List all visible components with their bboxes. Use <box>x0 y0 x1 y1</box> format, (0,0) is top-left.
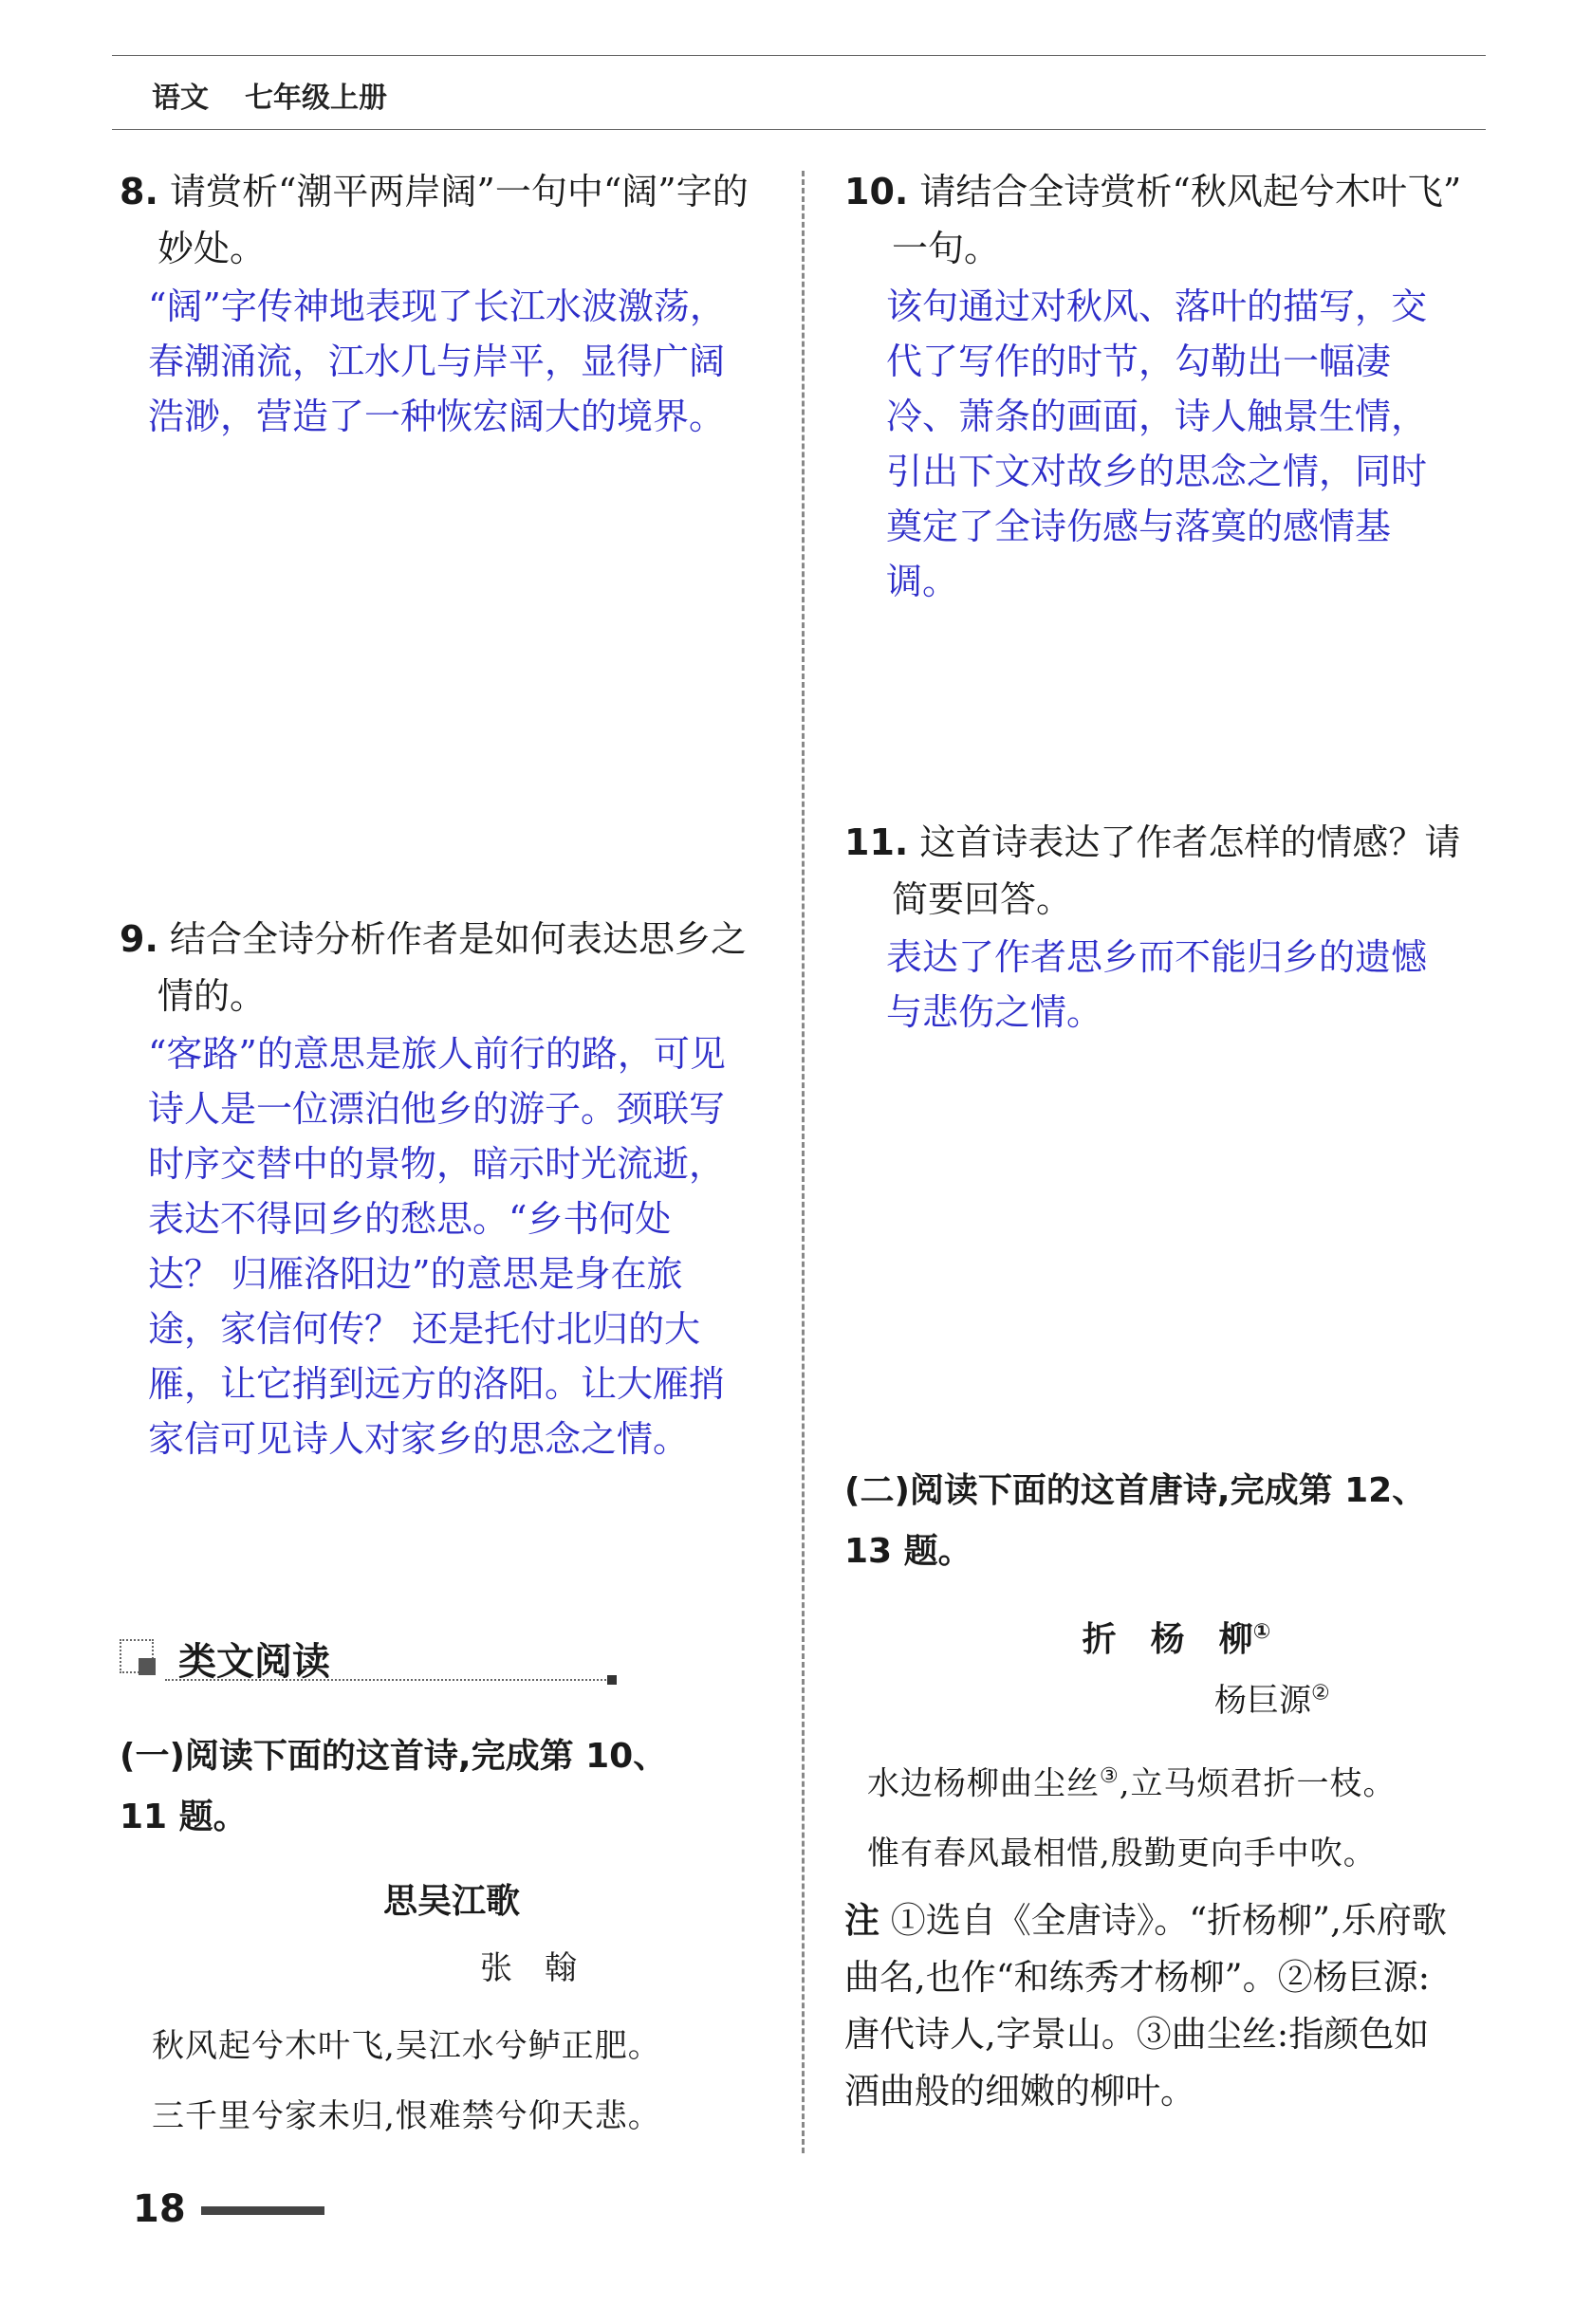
part-2-instruction-cont: 13 题。 <box>844 1532 972 1571</box>
answer-line: 冷、萧条的画面，诗人触景生情， <box>886 396 1428 437</box>
page-number: 18 <box>133 2187 186 2231</box>
answer-10 <box>844 279 1499 609</box>
poem-title: 思吴江歌 <box>382 1882 520 1921</box>
answer-line: 调。 <box>886 561 959 602</box>
question-text: 这首诗表达了作者怎样的情感？请 <box>919 821 1461 863</box>
poem-line: 秋风起兮木叶飞,吴江水兮鲈正肥。 <box>152 2027 661 2065</box>
question-text: 请赏析“潮平两岸阔”一句中“阔”字的 <box>169 171 749 212</box>
answer-line: 表达了作者思乡而不能归乡的遗憾 <box>886 936 1428 978</box>
header-subject: 语文 <box>152 82 209 115</box>
question-text-cont: 一句。 <box>892 228 1001 269</box>
poem-author: 张 翰 <box>480 1949 577 1987</box>
note-line: 酒曲般的细嫩的柳叶。 <box>844 2071 1195 2112</box>
answer-line: 春潮涌流，江水几与岸平，显得广阔 <box>148 341 726 382</box>
answer-line: 该句通过对秋风、落叶的描写，交 <box>886 286 1428 327</box>
poem-line <box>867 1742 1509 1818</box>
answer-9 <box>120 1026 774 1466</box>
part-2 <box>844 1461 1509 2120</box>
page-number-bar <box>201 2206 324 2215</box>
note-line: ①选自《全唐诗》。“折杨柳”,乐府歌 <box>890 1900 1447 1942</box>
section-title: 类文阅读 <box>178 1640 330 1684</box>
footnote-mark: ② <box>1311 1681 1330 1706</box>
answer-line: 雁，让它捎到远方的洛阳。让大雁捎 <box>148 1363 726 1405</box>
question-text: 请结合全诗赏析“秋风起兮木叶飞” <box>919 171 1462 212</box>
question-10 <box>844 163 1499 609</box>
part-2-instruction: (二)阅读下面的这首唐诗,完成第 12、 <box>844 1471 1427 1510</box>
poem-line-part: 水边杨柳曲尘丝 <box>867 1764 1100 1803</box>
note-line: 唐代诗人,字景山。③曲尘丝:指颜色如 <box>844 2014 1430 2056</box>
question-number: 9. <box>120 918 158 960</box>
answer-line: 表达不得回乡的愁思。“乡书何处 <box>148 1198 672 1240</box>
header-rule-top <box>112 55 1486 56</box>
answer-line: 时序交替中的景物，暗示时光流逝， <box>148 1143 726 1185</box>
poem-line: 惟有春风最相惜,殷勤更向手中吹。 <box>867 1835 1377 1873</box>
answer-11 <box>844 930 1499 1040</box>
question-11 <box>844 814 1499 1040</box>
answer-line: 代了写作的时节，勾勒出一幅凄 <box>886 341 1392 382</box>
poem-author: 杨巨源 <box>1214 1682 1311 1720</box>
header-rule-bottom <box>112 129 1486 130</box>
question-text-cont: 妙处。 <box>157 228 267 269</box>
poem-line-part: ,立马烦君折一枝。 <box>1119 1764 1397 1803</box>
poem-title: 折 杨 柳 <box>1082 1620 1253 1659</box>
answer-line: 浩渺，营造了一种恢宏阔大的境界。 <box>148 396 726 437</box>
question-number: 10. <box>844 171 909 212</box>
poem-notes <box>844 1892 1509 2120</box>
footnote-mark: ① <box>1252 1620 1271 1644</box>
answer-line: 与悲伤之情。 <box>886 991 1103 1033</box>
section-rule <box>165 1679 613 1681</box>
question-text: 结合全诗分析作者是如何表达思乡之 <box>169 918 747 960</box>
answer-line: 奠定了全诗伤感与落寞的感情基 <box>886 506 1392 547</box>
question-8 <box>120 163 774 444</box>
question-number: 11. <box>844 821 909 863</box>
question-9 <box>120 911 774 1466</box>
question-number: 8. <box>120 171 158 212</box>
answer-line: 引出下文对故乡的思念之情，同时 <box>886 451 1428 492</box>
answer-line: “阔”字传神地表现了长江水波激荡， <box>148 286 726 327</box>
poem-body <box>120 2011 784 2151</box>
note-tag: 注 <box>844 1900 879 1942</box>
page-header <box>152 74 423 116</box>
note-line: 曲名,也作“和练秀才杨柳”。②杨巨源: <box>844 1957 1431 1999</box>
answer-line: 诗人是一位漂泊他乡的游子。颈联写 <box>148 1088 726 1130</box>
part-1-instruction: (一)阅读下面的这首诗,完成第 10、 <box>120 1737 668 1776</box>
poem-line: 三千里兮家未归,恨难禁兮仰天悲。 <box>152 2097 661 2135</box>
part-1 <box>120 1726 784 2151</box>
question-text-cont: 简要回答。 <box>892 878 1073 920</box>
answer-line: 家信可见诗人对家乡的思念之情。 <box>148 1418 690 1460</box>
question-text-cont: 情的。 <box>157 975 267 1017</box>
poem-body <box>844 1742 1509 1889</box>
answer-line: 途，家信何传？ 还是托付北归的大 <box>148 1308 701 1350</box>
column-divider <box>802 171 805 2153</box>
answer-line: “客路”的意思是旅人前行的路，可见 <box>148 1033 726 1075</box>
header-book: 七年级上册 <box>245 82 387 115</box>
section-heading <box>120 1632 613 1688</box>
book-corner-icon <box>120 1639 154 1673</box>
answer-8 <box>120 279 774 444</box>
footnote-mark: ③ <box>1100 1764 1120 1788</box>
answer-line: 达？ 归雁洛阳边”的意思是身在旅 <box>148 1253 683 1295</box>
part-1-instruction-cont: 11 题。 <box>120 1798 248 1836</box>
